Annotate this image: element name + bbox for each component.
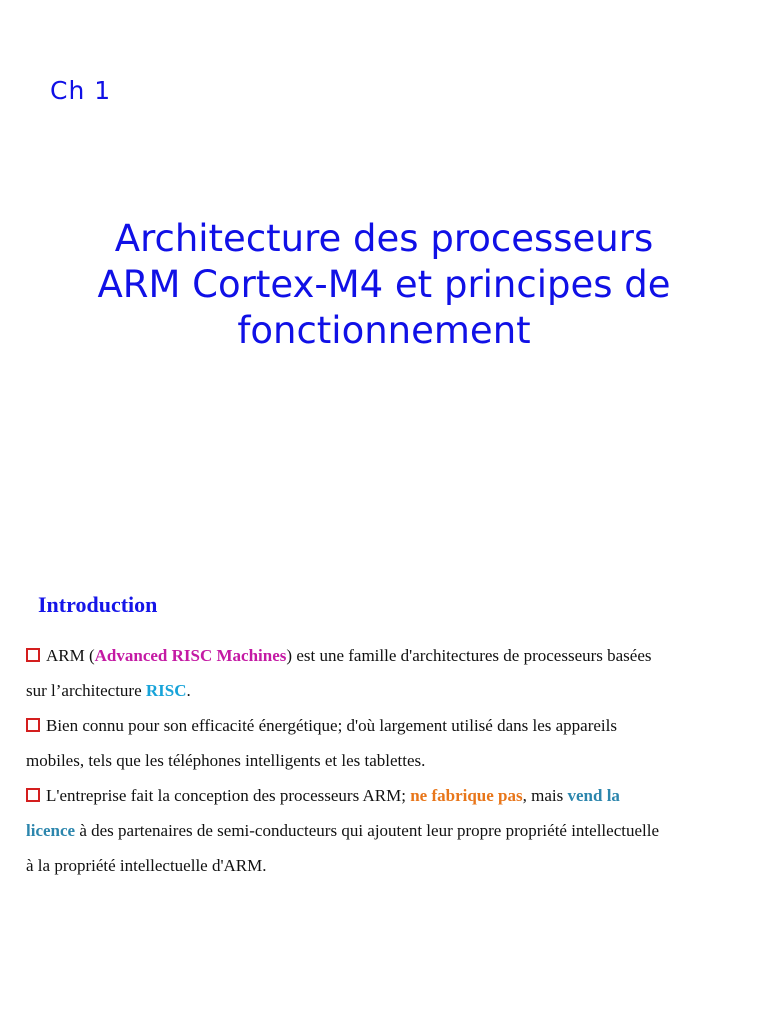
checkbox-square-icon (26, 718, 40, 732)
title-line-1: Architecture des processeurs (114, 217, 654, 260)
bullet-3-line-3 (26, 848, 746, 883)
bullet-2-text-1: Bien connu pour son efficacité énergétique; d'où largement utilisé dans les appareils (46, 716, 617, 735)
title-line-2: ARM Cortex-M4 et principes de (97, 263, 671, 306)
chapter-label: Ch 1 (50, 76, 112, 105)
bullet-2-line-1 (26, 708, 746, 743)
bullet-1-text-pre: ARM ( (46, 646, 95, 665)
title-line-3: fonctionnement (237, 309, 531, 352)
bullet-3-text-pre: L'entreprise fait la conception des processeurs ARM; (46, 786, 411, 805)
bullet-1-line-2 (26, 673, 746, 708)
bullet-3-text-3: à la propriété intellectuelle d'ARM. (26, 856, 267, 875)
page-title (30, 216, 738, 354)
bullet-3-text-mid: , mais (522, 786, 568, 805)
checkbox-square-icon (26, 648, 40, 662)
bullet-2-line-2 (26, 743, 746, 778)
bullet-3-line-2 (26, 813, 746, 848)
bullet-2-text-2: mobiles, tels que les téléphones intelligents et les tablettes. (26, 751, 426, 770)
bullet-1-text-post: ) est une famille d'architectures de processeurs basées (286, 646, 652, 665)
checkbox-square-icon (26, 788, 40, 802)
bullet-1-line-1 (26, 638, 746, 673)
bullet-1-line-2-post: . (186, 681, 191, 700)
bullet-1-highlight: Advanced RISC Machines (94, 646, 287, 665)
bullet-3-licence: licence (26, 821, 76, 840)
bullet-3-highlight-2: vend la (567, 786, 620, 805)
section-heading: Introduction (38, 592, 158, 617)
bullet-3-line-1 (26, 778, 746, 813)
bullet-3-highlight-1: ne fabrique pas (410, 786, 523, 805)
bullet-1-line-2-pre: sur l’architecture (26, 681, 146, 700)
bullet-3-line-2-post: à des partenaires de semi-conducteurs qui ajoutent leur propre propriété intellectuelle (75, 821, 659, 840)
bullet-list (26, 638, 746, 883)
bullet-1-risc: RISC (145, 681, 187, 700)
